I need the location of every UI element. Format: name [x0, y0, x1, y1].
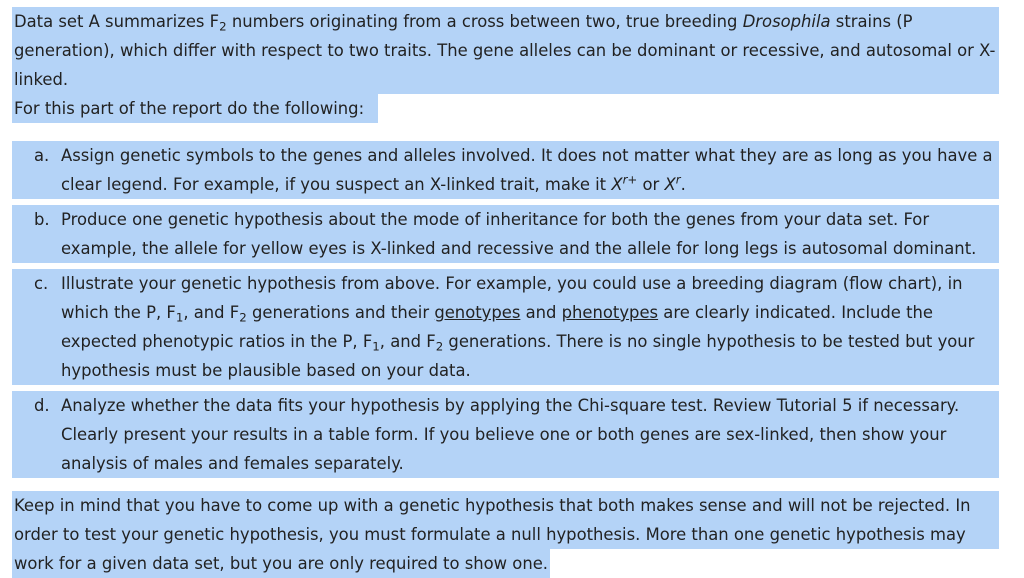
task-c-line-4: hypothesis must be plausible based on your data.: [61, 361, 471, 380]
allele-symbol-recessive: $X^r$: [664, 172, 681, 194]
intro-paragraph: [12, 7, 999, 94]
closing-line-3: work for a given data set, but you are only required to show one.: [12, 549, 550, 578]
task-list: [12, 141, 999, 484]
closing-paragraph: [12, 491, 999, 578]
task-a-line-1: Assign genetic symbols to the genes and alleles involved. It does not matter what they are as long as you have a: [61, 146, 993, 165]
phenotypes-link: phenotypes: [561, 303, 659, 322]
task-b-line-1: Produce one genetic hypothesis about the mode of inheritance for both the genes from your data set. For: [61, 210, 930, 229]
task-d-line-1: Analyze whether the data fits your hypothesis by applying the Chi-square test. Review Tutorial 5 if necessary.: [61, 396, 960, 415]
task-item-c: [12, 269, 999, 385]
task-marker-a: a.: [34, 146, 50, 165]
task-c-line-2: which the P, $F_1$, and $F_2$ generations and their genotypes and phenotypes are clearly indicated. Include the: [61, 303, 933, 325]
genotypes-link: genotypes: [434, 303, 521, 322]
task-item-d: [12, 391, 999, 478]
instruction-text: For this part of the report do the following:: [12, 94, 378, 123]
task-marker-d: d.: [34, 396, 50, 415]
task-d-line-2: Clearly present your results in a table form. If you believe one or both genes are sex-linked, then show your: [61, 425, 947, 444]
intro-line-3: linked.: [14, 70, 69, 89]
allele-symbol-dominant: $X^{r+}$: [611, 172, 638, 194]
task-b-line-2: example, the allele for yellow eyes is X-linked and recessive and the allele for long legs is autosomal dominant.: [61, 239, 977, 258]
closing-line-2: order to test your genetic hypothesis, you must formulate a null hypothesis. More than one genetic hypothesis may: [12, 520, 999, 549]
task-c-line-3: expected phenotypic ratios in the P, $F_1$, and $F_2$ generations. There is no single hypothesis to be tested but your: [61, 332, 975, 354]
task-a-line-2: clear legend. For example, if you suspect an X-linked trait, make it $X^{r+}$ or $X^r$.: [61, 172, 686, 194]
closing-line-1: Keep in mind that you have to come up with a genetic hypothesis that both makes sense and will not be rejected. In: [12, 491, 999, 520]
intro-line-2: generation), which differ with respect to two traits. The gene alleles can be dominant or recessive, and autosomal or X-: [14, 41, 996, 60]
task-item-b: [12, 205, 999, 263]
closing-line-3-wrap: [12, 549, 999, 578]
task-d-line-3: analysis of males and females separately.: [61, 454, 404, 473]
intro-line-1: Data set A summarizes $F_2$ numbers originating from a cross between two, true breeding Drosophila strains (P: [14, 12, 913, 34]
task-marker-c: c.: [34, 274, 49, 293]
task-item-a: [12, 141, 999, 199]
task-c-line-1: Illustrate your genetic hypothesis from above. For example, you could use a breeding diagram (flow chart), in: [61, 274, 963, 293]
species-name: Drosophila: [742, 12, 831, 31]
task-marker-b: b.: [34, 210, 50, 229]
